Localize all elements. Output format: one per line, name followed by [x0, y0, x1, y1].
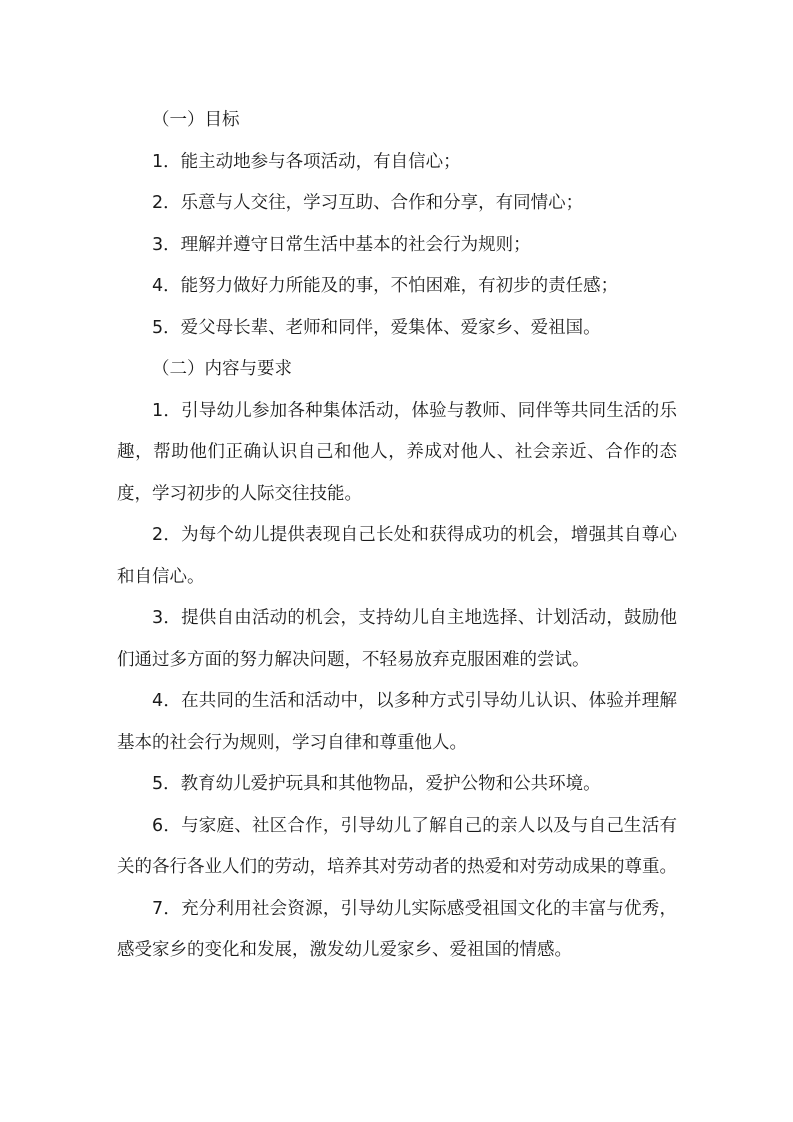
goal-item-5: 5．爱父母长辈、老师和同伴，爱集体、爱家乡、爱祖国。: [152, 317, 601, 338]
goal-item-3: 3．理解并遵守日常生活中基本的社会行为规则；: [152, 234, 531, 255]
requirement-item-3: 3．提供自由活动的机会，支持幼儿自主地选择、计划活动，鼓励他们通过多方面的努力解决问题，不轻易放弃克服困难的尝试。: [117, 608, 677, 670]
requirement-item-1: 1．引导幼儿参加各种集体活动，体验与教师、同伴等共同生活的乐趣，帮助他们正确认识自己和他人，养成对他人、社会亲近、合作的态度，学习初步的人际交往技能。: [117, 400, 677, 504]
section-heading-content-requirements: （二）内容与要求: [152, 359, 292, 379]
requirement-item-4: 4．在共同的生活和活动中，以多种方式引导幼儿认识、体验并理解基本的社会行为规则，学习自律和尊重他人。: [117, 691, 677, 753]
requirement-item-2: 2．为每个幼儿提供表现自己长处和获得成功的机会，增强其自尊心和自信心。: [117, 525, 677, 587]
document-body: [117, 100, 677, 972]
section-heading-goals: （一）目标: [152, 110, 240, 130]
goal-item-4: 4．能努力做好力所能及的事，不怕困难，有初步的责任感；: [152, 276, 619, 296]
goal-item-2: 2．乐意与人交往，学习互助、合作和分享，有同情心；: [152, 193, 584, 213]
requirement-item-6: 6．与家庭、社区合作，引导幼儿了解自己的亲人以及与自己生活有关的各行各业人们的劳动，培养其对劳动者的热爱和对劳动成果的尊重。: [117, 815, 677, 877]
requirement-item-5: 5．教育幼儿爱护玩具和其他物品，爱护公物和公共环境。: [152, 774, 601, 794]
requirement-item-7: 7．充分利用社会资源，引导幼儿实际感受祖国文化的丰富与优秀，感受家乡的变化和发展，激发幼儿爱家乡、爱祖国的情感。: [117, 898, 677, 960]
goal-item-1: 1．能主动地参与各项活动，有自信心；: [152, 151, 461, 172]
